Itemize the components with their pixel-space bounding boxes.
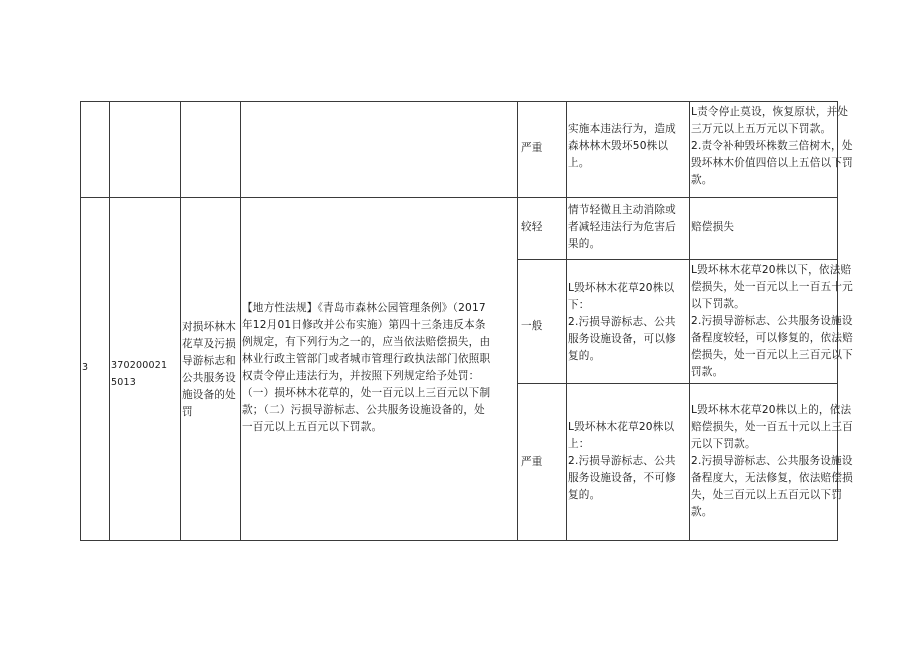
col-divider [517, 101, 518, 541]
penalty-line: 2.污损导游标志、公共服务设施设 [691, 315, 853, 327]
circumstance-line: L毁坏林木花草20株以 [568, 282, 675, 294]
penalty-line: 失，处三百元以上五百元以下罚 [691, 489, 843, 501]
circumstance-line: L毁坏林木花草20株以 [568, 421, 675, 433]
row-divider [80, 197, 838, 198]
legal-basis-line: 款；（二）污损导游标志、公共服务设施设备的，处 [242, 404, 485, 416]
penalty-line: 三万元以上五万元以下罚款。 [691, 123, 832, 135]
penalty-line: 元以下罚款。 [691, 438, 756, 450]
legal-basis-line: 例规定，有下列行为之一的，应当依法赔偿损失，由 [242, 336, 491, 348]
circumstance-line: 果的。 [568, 238, 601, 250]
item-code-line: 370200021 [111, 360, 168, 371]
item-name-line: 施设备的处 [182, 389, 236, 401]
severity-label: 一般 [521, 320, 543, 332]
item-name-line: 公共服务设 [182, 372, 236, 384]
table-border-top [80, 101, 838, 102]
circumstance-line: 情节轻微且主动消除或 [568, 204, 676, 216]
legal-basis-line: 年12月01日修改并公布实施）第四十三条违反本条 [242, 319, 486, 331]
table-border-bottom [80, 540, 838, 541]
circumstance-line: 上。 [568, 157, 590, 169]
col-divider [689, 101, 690, 541]
table-border-left [80, 101, 81, 541]
severity-label: 较轻 [521, 221, 543, 233]
item-name-line: 花草及污损 [182, 338, 236, 350]
row-index: 3 [82, 362, 89, 373]
penalty-line: 款。 [691, 506, 713, 518]
penalty-line: 罚款。 [691, 366, 724, 378]
circumstance-line: 实施本违法行为，造成 [568, 123, 676, 135]
circumstance-line: 森林林木毁坏50株以 [568, 140, 669, 152]
legal-basis-line: 一百元以上五百元以下罚款。 [242, 421, 383, 433]
circumstance-line: 者减轻违法行为危害后 [568, 221, 676, 233]
penalty-line: 2.污损导游标志、公共服务设施设 [691, 455, 853, 467]
penalty-line: 赔偿损失 [691, 221, 735, 233]
penalty-line: 以下罚款。 [691, 298, 745, 310]
severity-label: 严重 [521, 142, 543, 154]
penalty-line: L责令停止莫设，恢复原状，并处 [691, 106, 849, 118]
legal-basis-line: （一）损坏林木花草的，处一百元以上三百元以下制 [242, 387, 491, 399]
legal-basis-line: 【地方性法规】《青岛市森林公园管理条例》（2017 [242, 302, 486, 314]
circumstance-line: 复的。 [568, 350, 601, 362]
penalty-line: 偿损失，处一百元以上一百五十元 [691, 281, 853, 293]
item-code-line: 5013 [111, 377, 136, 388]
penalty-line: 备程度大，无法修复，依法赔偿损 [691, 472, 853, 484]
penalty-line: 2.责令补种毁坏株数三倍树木，处 [691, 140, 853, 152]
penalty-line: 备程度较轻，可以修复的，依法赔 [691, 332, 853, 344]
penalty-line: 款。 [691, 174, 713, 186]
penalty-line: 偿损失，处一百元以上三百元以下 [691, 349, 853, 361]
col-divider [240, 101, 241, 541]
col-divider [180, 101, 181, 541]
col-divider [109, 101, 110, 541]
severity-label: 严重 [521, 456, 543, 468]
circumstance-line: 2.污损导游标志、公共 [568, 455, 676, 467]
circumstance-line: 下： [568, 299, 590, 311]
circumstance-line: 复的。 [568, 489, 601, 501]
legal-basis-line: 林业行政主管部门或者城市管理行政执法部门依照职 [242, 353, 491, 365]
item-name-line: 对损坏林木 [182, 321, 236, 333]
item-name-line: 导游标志和 [182, 355, 236, 367]
circumstance-line: 服务设施设备，不可修 [568, 472, 676, 484]
circumstance-line: 服务设施设备，可以修 [568, 333, 676, 345]
circumstance-line: 上： [568, 438, 590, 450]
item-name-line: 罚 [182, 406, 193, 418]
penalty-line: L毁坏林木花草20株以下，依法赔 [691, 264, 852, 276]
circumstance-line: 2.污损导游标志、公共 [568, 316, 676, 328]
penalty-line: 毁坏林木价值四倍以上五倍以下罚 [691, 157, 853, 169]
legal-basis-line: 权责令停止违法行为，并按照下列规定给予处罚： [242, 370, 480, 382]
col-divider [566, 101, 567, 541]
penalty-line: 赔偿损失，处一百五十元以上三百 [691, 421, 853, 433]
penalty-line: L毁坏林木花草20株以上的，依法 [691, 404, 852, 416]
